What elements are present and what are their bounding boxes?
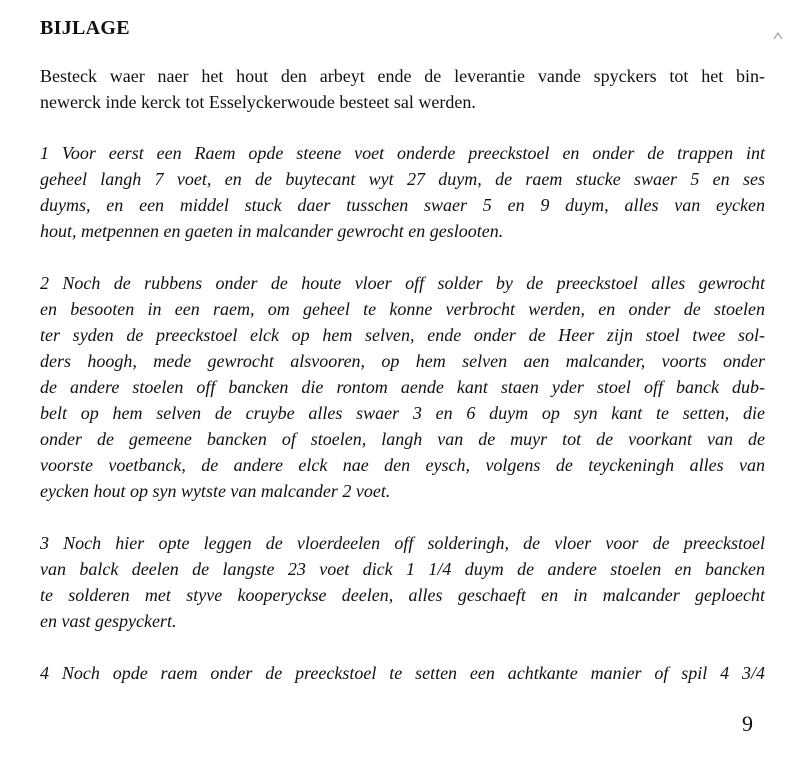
paragraph-line: belt op hem selven de cruybe alles swaer 3 en 6 duym op syn kant te setten, die [40, 403, 765, 423]
intro-line: newerck inde kerck tot Esselyckerwoude besteet sal werden. [40, 92, 476, 112]
heading: BIJLAGE [40, 17, 130, 39]
paragraph-line: ter syden de preeckstoel elck op hem selven, ende onder de Heer zijn stoel twee sol- [40, 325, 765, 345]
paragraph-line: eycken hout op syn wytste van malcander 2 voet. [40, 481, 391, 501]
paragraph-line: te solderen met styve kooperyckse deelen, alles geschaeft en in malcander geploecht [40, 585, 765, 605]
paragraph-1 [40, 140, 765, 244]
paragraph-2 [40, 270, 765, 504]
paragraph-line: 4 Noch opde raem onder de preeckstoel te setten een achtkante manier of spil 4 3/4 [40, 663, 765, 683]
paragraph-line: geheel langh 7 voet, en de buytecant wyt 27 duym, de raem stucke swaer 5 en ses [40, 169, 765, 189]
scan-speck-icon [772, 30, 784, 42]
intro-line: Besteck waer naer het hout den arbeyt ende de leverantie vande spyckers tot het bin- [40, 66, 765, 86]
paragraph-line: voorste voetbanck, de andere elck nae den eysch, volgens de teyckeningh alles van [40, 455, 765, 475]
paragraph-line: de andere stoelen off bancken die rontom aende kant staen yder stoel off banck dub- [40, 377, 765, 397]
paragraph-3 [40, 530, 765, 634]
paragraph-line: 2 Noch de rubbens onder de houte vloer off solder by de preeckstoel alles gewrocht [40, 273, 765, 293]
paragraph-line: ders hoogh, mede gewrocht alsvooren, op hem selven aen malcander, voorts onder [40, 351, 765, 371]
paragraph-line: 3 Noch hier opte leggen de vloerdeelen off solderingh, de vloer voor de preeckstoel [40, 533, 765, 553]
paragraph-line: onder de gemeene bancken of stoelen, langh van de muyr tot de voorkant van de [40, 429, 765, 449]
paragraph-4 [40, 660, 765, 686]
paragraph-line: hout, metpennen en gaeten in malcander gewrocht en geslooten. [40, 221, 504, 241]
paragraph-line: en besooten in een raem, om geheel te konne verbrocht werden, en onder de stoelen [40, 299, 765, 319]
paragraph-line: van balck deelen de langste 23 voet dick 1 1/4 duym de andere stoelen en bancken [40, 559, 765, 579]
paragraph-line: duyms, en een middel stuck daer tusschen swaer 5 en 9 duym, alles van eycken [40, 195, 765, 215]
paragraph-line: 1 Voor eerst een Raem opde steene voet onderde preeckstoel en onder de trappen int [40, 143, 765, 163]
intro-paragraph [40, 63, 765, 115]
page-number: 9 [742, 711, 753, 736]
paragraph-line: en vast gespyckert. [40, 611, 177, 631]
